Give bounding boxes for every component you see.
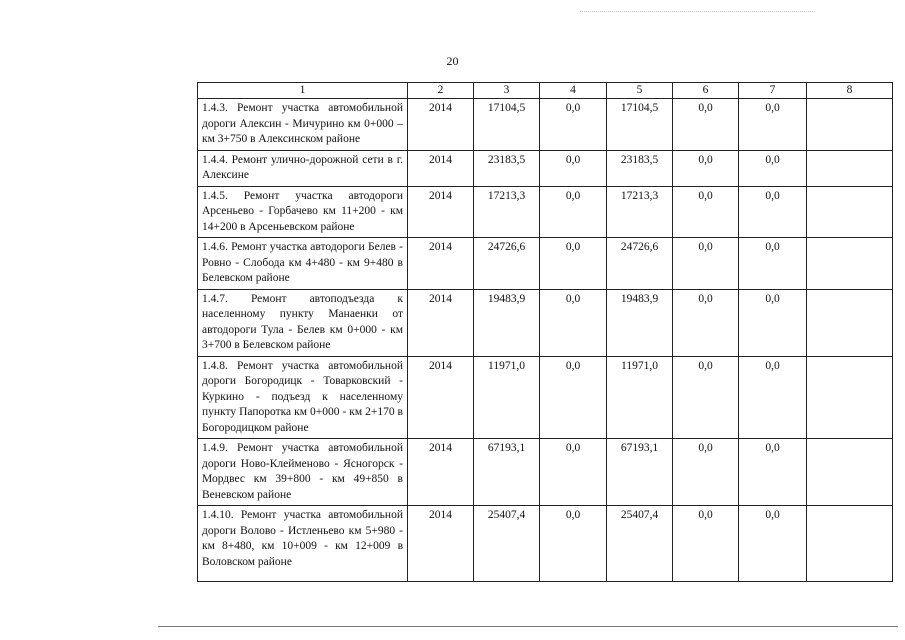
table-row xyxy=(198,356,893,439)
value-cell: 67193,1 xyxy=(607,439,673,506)
row-description: 1.4.9. Ремонт участка автомобильной дороги Ново-Клейменово - Ясногорск - Мордвес км 39+800 - км 49+850 в Веневском районе xyxy=(198,439,408,506)
value-cell: 17213,3 xyxy=(607,186,673,238)
value-cell: 25407,4 xyxy=(474,506,540,582)
year-cell: 2014 xyxy=(408,439,474,506)
table-row xyxy=(198,506,893,582)
value-cell: 0,0 xyxy=(540,506,607,582)
row-description: 1.4.8. Ремонт участка автомобильной дороги Богородицк - Товарковский - Куркино - подъезд к населенному пункту Папоротка км 0+000 - км 2+170 в Богородицком районе xyxy=(198,356,408,439)
page-number: 20 xyxy=(446,54,459,68)
column-header: 2 xyxy=(408,83,474,99)
value-cell: 0,0 xyxy=(739,99,807,151)
value-cell: 0,0 xyxy=(673,238,739,290)
table-row xyxy=(198,150,893,186)
value-cell: 25407,4 xyxy=(607,506,673,582)
empty-cell xyxy=(807,506,893,582)
column-header: 6 xyxy=(673,83,739,99)
year-cell: 2014 xyxy=(408,99,474,151)
value-cell: 19483,9 xyxy=(474,289,540,356)
value-cell: 0,0 xyxy=(739,186,807,238)
table-row xyxy=(198,439,893,506)
value-cell: 0,0 xyxy=(739,506,807,582)
empty-cell xyxy=(807,356,893,439)
year-cell: 2014 xyxy=(408,150,474,186)
top-scan-rule xyxy=(580,11,815,12)
year-cell: 2014 xyxy=(408,289,474,356)
value-cell: 67193,1 xyxy=(474,439,540,506)
year-cell: 2014 xyxy=(408,356,474,439)
year-cell: 2014 xyxy=(408,186,474,238)
year-cell: 2014 xyxy=(408,506,474,582)
row-description: 1.4.6. Ремонт участка автодороги Белев - Ровно - Слобода км 4+480 - км 9+480 в Белевском районе xyxy=(198,238,408,290)
value-cell: 0,0 xyxy=(673,439,739,506)
value-cell: 0,0 xyxy=(739,238,807,290)
table-row xyxy=(198,289,893,356)
row-description: 1.4.4. Ремонт улично-дорожной сети в г. Алексине xyxy=(198,150,408,186)
value-cell: 0,0 xyxy=(540,150,607,186)
row-description: 1.4.7. Ремонт автоподъезда к населенному пункту Манаенки от автодороги Тула - Белев км 0+000 - км 3+700 в Белевском районе xyxy=(198,289,408,356)
empty-cell xyxy=(807,186,893,238)
value-cell: 0,0 xyxy=(673,99,739,151)
column-header: 3 xyxy=(474,83,540,99)
table-row xyxy=(198,186,893,238)
year-cell: 2014 xyxy=(408,238,474,290)
value-cell: 0,0 xyxy=(540,289,607,356)
value-cell: 0,0 xyxy=(540,186,607,238)
column-header: 5 xyxy=(607,83,673,99)
value-cell: 0,0 xyxy=(673,289,739,356)
row-description: 1.4.3. Ремонт участка автомобильной дороги Алексин - Мичурино км 0+000 – км 3+750 в Алексинском районе xyxy=(198,99,408,151)
value-cell: 11971,0 xyxy=(474,356,540,439)
budget-table xyxy=(197,82,893,582)
value-cell: 11971,0 xyxy=(607,356,673,439)
value-cell: 0,0 xyxy=(673,186,739,238)
column-header: 1 xyxy=(198,83,408,99)
column-header: 8 xyxy=(807,83,893,99)
column-header: 4 xyxy=(540,83,607,99)
bottom-rule xyxy=(158,626,898,627)
value-cell: 23183,5 xyxy=(474,150,540,186)
table-row xyxy=(198,238,893,290)
value-cell: 0,0 xyxy=(540,439,607,506)
value-cell: 0,0 xyxy=(739,150,807,186)
value-cell: 0,0 xyxy=(673,506,739,582)
value-cell: 24726,6 xyxy=(607,238,673,290)
value-cell: 17213,3 xyxy=(474,186,540,238)
empty-cell xyxy=(807,289,893,356)
value-cell: 24726,6 xyxy=(474,238,540,290)
value-cell: 0,0 xyxy=(739,289,807,356)
empty-cell xyxy=(807,150,893,186)
row-description: 1.4.5. Ремонт участка автодороги Арсеньево - Горбачево км 11+200 - км 14+200 в Арсеньевском районе xyxy=(198,186,408,238)
empty-cell xyxy=(807,439,893,506)
value-cell: 0,0 xyxy=(739,356,807,439)
row-description: 1.4.10. Ремонт участка автомобильной дороги Волово - Истленьево км 5+980 - км 8+480, км 10+009 - км 12+009 в Воловском районе xyxy=(198,506,408,582)
column-header: 7 xyxy=(739,83,807,99)
value-cell: 17104,5 xyxy=(474,99,540,151)
value-cell: 0,0 xyxy=(673,150,739,186)
header-row xyxy=(198,83,893,99)
value-cell: 0,0 xyxy=(673,356,739,439)
value-cell: 17104,5 xyxy=(607,99,673,151)
value-cell: 0,0 xyxy=(540,238,607,290)
value-cell: 0,0 xyxy=(540,356,607,439)
value-cell: 19483,9 xyxy=(607,289,673,356)
empty-cell xyxy=(807,238,893,290)
empty-cell xyxy=(807,99,893,151)
value-cell: 0,0 xyxy=(540,99,607,151)
table-row xyxy=(198,99,893,151)
value-cell: 23183,5 xyxy=(607,150,673,186)
value-cell: 0,0 xyxy=(739,439,807,506)
